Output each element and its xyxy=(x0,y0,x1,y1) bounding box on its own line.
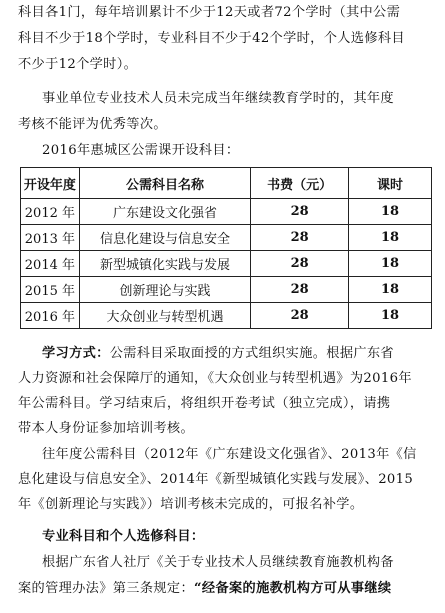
past-years-line2: 息化建设与信息安全》、2014年《新型城镇化实践与发展》、2015 xyxy=(18,472,414,487)
table-row xyxy=(21,225,432,251)
professional-line2 xyxy=(18,580,434,598)
professional-line1: 根据广东省人社厅《关于专业技术人员继续教育施教机构备 xyxy=(42,555,394,570)
table-row xyxy=(21,251,432,277)
cell-price: 28 xyxy=(251,199,349,225)
professional-heading: 专业科目和个人选修科目： xyxy=(42,529,205,544)
cell-course-name: 广东建设文化强省 xyxy=(79,199,250,225)
cell-hours: 18 xyxy=(349,225,432,251)
header-course-name: 公需科目名称 xyxy=(79,168,250,199)
professional-line2-quote: “经备案的施教机构方可从事继续 xyxy=(194,581,392,596)
cell-course-name: 大众创业与转型机遇 xyxy=(79,303,250,329)
study-method-line2: 人力资源和社会保障厅的通知，《大众创业与转型机遇》为2016年 xyxy=(18,371,412,386)
cell-hours: 18 xyxy=(349,251,432,277)
study-method-label: 学习方式： xyxy=(42,346,110,361)
header-year: 开设年度 xyxy=(21,168,80,199)
table-row xyxy=(21,303,432,329)
course-table xyxy=(20,167,432,329)
study-method-line3: 年公需科目。学习结束后，将组织开卷考试（独立完成），请携 xyxy=(18,396,391,411)
paragraph2-line2: 考核不能评为优秀等次。 xyxy=(18,117,167,132)
cell-year: 2016 年 xyxy=(21,303,80,329)
cell-price: 28 xyxy=(251,225,349,251)
paragraph1-line3: 不少于12个学时）。 xyxy=(18,57,138,72)
cell-hours: 18 xyxy=(349,199,432,225)
professional-line2-text: 案的管理办法》第三条规定： xyxy=(18,581,194,596)
past-years-line3: 年《创新理论与实践》）培训考核未完成的，可报名补学。 xyxy=(18,497,364,512)
paragraph1-line2: 科目不少于18个学时，专业科目不少于42个学时，个人选修科目 xyxy=(18,31,405,46)
study-method-line1 xyxy=(42,345,434,363)
cell-price: 28 xyxy=(251,251,349,277)
study-method-text: 公需科目采取面授的方式组织实施。根据广东省 xyxy=(109,346,394,361)
paragraph1-line1: 科目各1门，每年培训累计不少于12天或者72个学时（其中公需 xyxy=(18,5,401,20)
cell-year: 2014 年 xyxy=(21,251,80,277)
study-method-line4: 带本人身份证参加培训考核。 xyxy=(18,421,194,436)
cell-price: 28 xyxy=(251,303,349,329)
cell-course-name: 信息化建设与信息安全 xyxy=(79,225,250,251)
table-header-row xyxy=(21,168,432,199)
cell-year: 2013 年 xyxy=(21,225,80,251)
cell-hours: 18 xyxy=(349,303,432,329)
table-row xyxy=(21,199,432,225)
cell-year: 2012 年 xyxy=(21,199,80,225)
cell-hours: 18 xyxy=(349,277,432,303)
paragraph2-line1: 事业单位专业技术人员未完成当年继续教育学时的，其年度 xyxy=(42,91,394,106)
cell-course-name: 新型城镇化实践与发展 xyxy=(79,251,250,277)
header-price: 书费（元） xyxy=(251,168,349,199)
past-years-line1: 往年度公需科目（2012年《广东建设文化强省》、2013年《信 xyxy=(42,447,417,462)
cell-course-name: 创新理论与实践 xyxy=(79,277,250,303)
table-caption: 2016年惠城区公需课开设科目： xyxy=(42,143,240,158)
header-hours: 课时 xyxy=(349,168,432,199)
table-row xyxy=(21,277,432,303)
cell-price: 28 xyxy=(251,277,349,303)
cell-year: 2015 年 xyxy=(21,277,80,303)
